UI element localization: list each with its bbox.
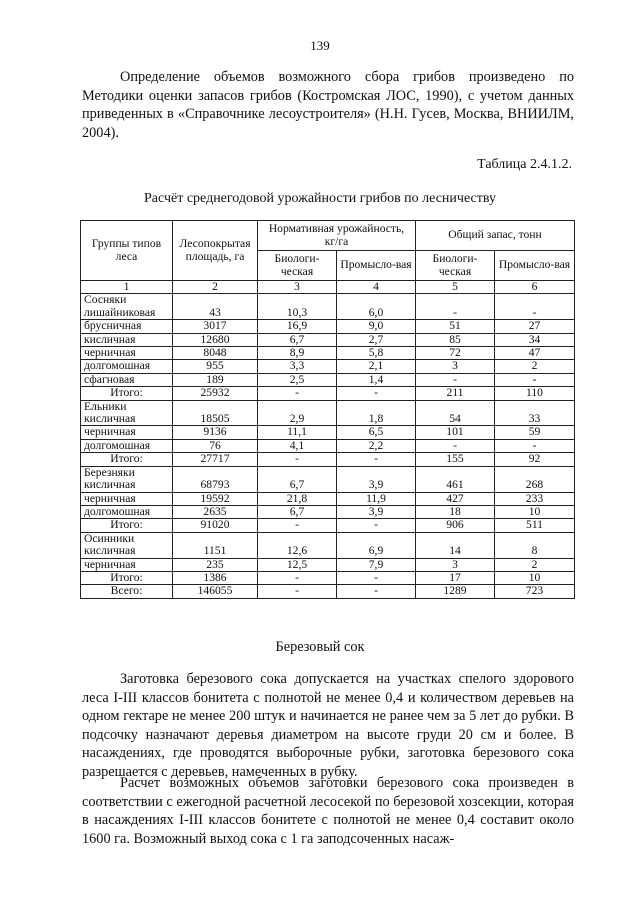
- table-cell: -: [495, 373, 575, 386]
- sap-text-1: Заготовка березового сока допускается на участках спелого здорового леса I-III классов бонитета с полнотой не менее 0,4 и количеством деревьев на одном гектаре не менее 200 штук и начинается не ранее чем за 5 лет до рубки. В подсочку назначают деревья диаметром на высоте груди 20 см и более. В насаждениях, где проводятся выборочные рубки, заготовка березового сока разрешается с деревьев, намеченных в рубку.: [82, 671, 574, 780]
- table-row: [81, 400, 575, 426]
- table-row: [81, 466, 575, 492]
- sap-paragraph-2: [82, 774, 574, 848]
- table-cell: 3,9: [337, 466, 416, 492]
- table-cell: 2,7: [337, 333, 416, 346]
- table-cell: 2,5: [258, 373, 337, 386]
- table-row: [81, 373, 575, 386]
- table-cell: -: [337, 453, 416, 466]
- row-label: долгомошная: [81, 505, 173, 518]
- page-number: 139: [310, 38, 330, 53]
- table-cell: 3,3: [258, 360, 337, 373]
- group-title: Березняки: [84, 465, 135, 479]
- table-cell: -: [495, 294, 575, 320]
- col-number: 3: [258, 281, 337, 294]
- row-label: черничная: [81, 426, 173, 439]
- table-cell: 6,5: [337, 426, 416, 439]
- table-cell: 19592: [173, 492, 258, 505]
- total-row: [81, 387, 575, 400]
- table-cell: 47: [495, 347, 575, 360]
- table-cell: 10,3: [258, 294, 337, 320]
- table-cell: 10: [495, 571, 575, 584]
- table-cell: 2,2: [337, 439, 416, 452]
- table-cell: 511: [495, 519, 575, 532]
- table-cell: 233: [495, 492, 575, 505]
- header-area: Лесопокрытая площадь, га: [173, 221, 258, 281]
- row-label: Итого:: [81, 387, 173, 400]
- table-cell: 6,0: [337, 294, 416, 320]
- table-row: [81, 426, 575, 439]
- total-row: [81, 571, 575, 584]
- table-cell: 10: [495, 505, 575, 518]
- table-cell: 1151: [173, 532, 258, 558]
- intro-text: Определение объемов возможного сбора грибов произведено по Методики оценки запасов грибов (Костромская ЛОС, 1990), с учетом данных приведенных в «Справочнике лесоустроителя» (Н.Н. Гусев, Москва, ВНИИЛМ, 2004).: [82, 69, 574, 141]
- header-norm: Нормативная урожайность, кг/га: [258, 221, 416, 251]
- table-title: Расчёт среднегодовой урожайности грибов по лесничеству: [144, 191, 496, 206]
- table-cell: 27717: [173, 453, 258, 466]
- row-label: кисличная: [84, 544, 136, 558]
- table-cell: 3: [416, 360, 495, 373]
- header-total: Общий запас, тонн: [416, 221, 575, 251]
- table-cell: -: [337, 585, 416, 598]
- col-number: 2: [173, 281, 258, 294]
- table-cell: 33: [495, 400, 575, 426]
- table-cell: 11,9: [337, 492, 416, 505]
- table-cell: 1289: [416, 585, 495, 598]
- table-cell: 189: [173, 373, 258, 386]
- col-number: 4: [337, 281, 416, 294]
- row-label: кисличная: [84, 478, 136, 492]
- row-label: черничная: [81, 558, 173, 571]
- table-cell: 21,8: [258, 492, 337, 505]
- row-label: кисличная: [81, 333, 173, 346]
- table-cell: 6,7: [258, 333, 337, 346]
- table-cell: 12,6: [258, 532, 337, 558]
- table-cell: -: [337, 387, 416, 400]
- group-title: Сосняки: [84, 293, 127, 307]
- table-cell: 2: [495, 558, 575, 571]
- table-cell: 3: [416, 558, 495, 571]
- table-cell: -: [495, 439, 575, 452]
- table-cell: 9,0: [337, 320, 416, 333]
- table-cell: 12680: [173, 333, 258, 346]
- total-row: [81, 519, 575, 532]
- table-cell: 92: [495, 453, 575, 466]
- table-row: [81, 347, 575, 360]
- header-total-prom: Промысло-вая: [495, 251, 575, 281]
- table-cell: 7,9: [337, 558, 416, 571]
- table-cell: 427: [416, 492, 495, 505]
- table-cell: 211: [416, 387, 495, 400]
- header-norm-bio: Биологи-ческая: [258, 251, 337, 281]
- table-row: [81, 333, 575, 346]
- table-cell: 146055: [173, 585, 258, 598]
- total-row: [81, 453, 575, 466]
- row-label: сфагновая: [81, 373, 173, 386]
- table-cell: 723: [495, 585, 575, 598]
- table-cell: 1,4: [337, 373, 416, 386]
- table-cell: 18505: [173, 400, 258, 426]
- table-cell: 25932: [173, 387, 258, 400]
- table-cell: 4,1: [258, 439, 337, 452]
- table-cell: 68793: [173, 466, 258, 492]
- table-cell: 27: [495, 320, 575, 333]
- header-group: Группы типов леса: [81, 221, 173, 281]
- table-cell: -: [258, 571, 337, 584]
- group-title: Ельники: [84, 399, 127, 413]
- table-cell: 155: [416, 453, 495, 466]
- table-cell: 16,9: [258, 320, 337, 333]
- table-cell: 2635: [173, 505, 258, 518]
- table-cell: -: [337, 519, 416, 532]
- table-cell: 85: [416, 333, 495, 346]
- table-cell: 8: [495, 532, 575, 558]
- row-label: Всего:: [81, 585, 173, 598]
- section-title: Березовый сок: [275, 639, 365, 655]
- header-total-bio: Биологи-ческая: [416, 251, 495, 281]
- table-cell: 2,9: [258, 400, 337, 426]
- table-cell: 6,9: [337, 532, 416, 558]
- table-cell: 906: [416, 519, 495, 532]
- table-row: [81, 320, 575, 333]
- table-cell: 461: [416, 466, 495, 492]
- row-label: черничная: [81, 492, 173, 505]
- row-label: Итого:: [81, 519, 173, 532]
- row-label: Итого:: [81, 571, 173, 584]
- table-cell: -: [258, 453, 337, 466]
- table-cell: 1,8: [337, 400, 416, 426]
- group-title: Осинники: [84, 531, 135, 545]
- table-cell: 17: [416, 571, 495, 584]
- table-cell: 43: [173, 294, 258, 320]
- row-label: Итого:: [81, 453, 173, 466]
- table-row: [81, 294, 575, 320]
- table-cell: 5,8: [337, 347, 416, 360]
- table-cell: 268: [495, 466, 575, 492]
- table-body: [81, 294, 575, 598]
- table-cell: 8048: [173, 347, 258, 360]
- table-cell: 101: [416, 426, 495, 439]
- table-cell: 6,7: [258, 466, 337, 492]
- table-cell: -: [258, 585, 337, 598]
- table-cell: 3017: [173, 320, 258, 333]
- table-cell: -: [258, 519, 337, 532]
- table-cell: -: [416, 294, 495, 320]
- table-cell: 76: [173, 439, 258, 452]
- table-cell: 51: [416, 320, 495, 333]
- table-cell: 955: [173, 360, 258, 373]
- table-cell: 2,1: [337, 360, 416, 373]
- mushroom-yield-table: [80, 220, 575, 599]
- table-cell: 8,9: [258, 347, 337, 360]
- table-row: [81, 439, 575, 452]
- table-cell: 59: [495, 426, 575, 439]
- table-cell: 6,7: [258, 505, 337, 518]
- table-cell: 54: [416, 400, 495, 426]
- table-cell: 12,5: [258, 558, 337, 571]
- row-label: брусничная: [81, 320, 173, 333]
- table-cell: -: [258, 387, 337, 400]
- table-row: [81, 532, 575, 558]
- table-cell: -: [337, 571, 416, 584]
- grand-total-row: [81, 585, 575, 598]
- intro-paragraph: [82, 68, 574, 142]
- table-cell: -: [416, 373, 495, 386]
- table-cell: 235: [173, 558, 258, 571]
- row-label: лишайниковая: [84, 305, 156, 319]
- table-cell: 72: [416, 347, 495, 360]
- header-norm-prom: Промысло-вая: [337, 251, 416, 281]
- table-cell: 91020: [173, 519, 258, 532]
- col-number: 5: [416, 281, 495, 294]
- table-cell: 2: [495, 360, 575, 373]
- table-cell: 9136: [173, 426, 258, 439]
- sap-paragraph-1: [82, 670, 574, 782]
- table-row: [81, 558, 575, 571]
- table-cell: 18: [416, 505, 495, 518]
- col-number: 6: [495, 281, 575, 294]
- table-row: [81, 505, 575, 518]
- table-label: Таблица 2.4.1.2.: [477, 157, 572, 172]
- table-cell: 11,1: [258, 426, 337, 439]
- table-cell: 110: [495, 387, 575, 400]
- row-label: черничная: [81, 347, 173, 360]
- table-cell: 14: [416, 532, 495, 558]
- table-row: [81, 360, 575, 373]
- row-label: долгомошная: [81, 360, 173, 373]
- table-cell: 34: [495, 333, 575, 346]
- row-label: долгомошная: [81, 439, 173, 452]
- table-row: [81, 492, 575, 505]
- table-cell: 1386: [173, 571, 258, 584]
- col-number: 1: [81, 281, 173, 294]
- sap-text-2: Расчет возможных объемов заготовки березового сока произведен в соответствии с ежегодной расчетной лесосекой по березовой хозсекции, которая в насаждениях I-III классов бонитете с полнотой не менее 0,4 составит около 1600 га. Возможный выход сока с 1 га заподсоченных насаж-: [82, 775, 574, 847]
- row-label: кисличная: [84, 412, 136, 426]
- table-cell: -: [416, 439, 495, 452]
- table-cell: 3,9: [337, 505, 416, 518]
